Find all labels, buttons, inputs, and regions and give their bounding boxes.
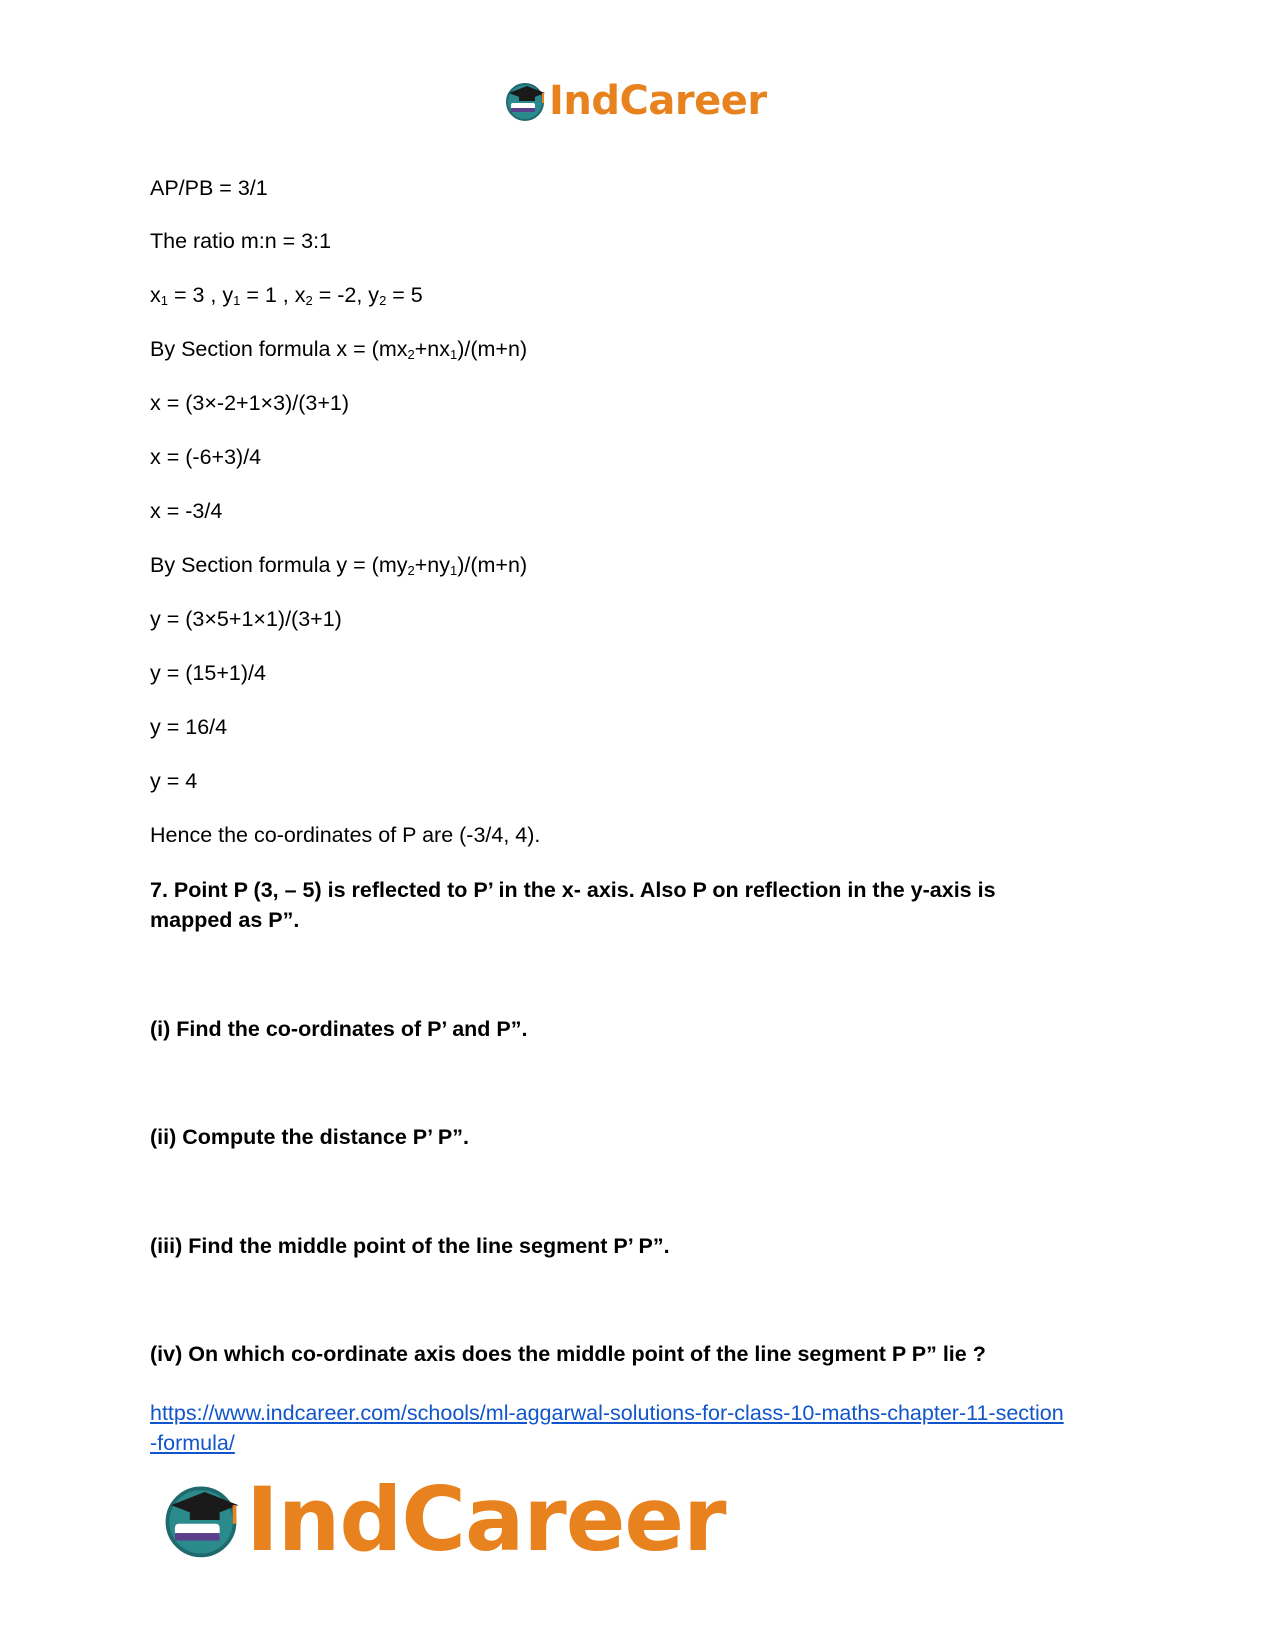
solution-line-values: $x_1 = 3$ , $y_1 = 1$ , $x_2 = -2$, $y_2 = 5$ <box>150 283 423 308</box>
solution-line: x = (-6+3)/4 <box>150 445 262 469</box>
question-part-i: (i) Find the co-ordinates of P’ and P”. <box>150 1017 528 1041</box>
question-part-iii: (iii) Find the middle point of the line segment P’ P”. <box>150 1234 670 1258</box>
source-link-line-2[interactable]: -formula/ <box>150 1431 235 1455</box>
solution-line: x = (3×-2+1×3)/(3+1) <box>150 391 349 415</box>
question-7-line-2: mapped as P”. <box>150 908 300 932</box>
graduation-cap-icon <box>160 1479 242 1561</box>
question-part-iv: (iv) On which co-ordinate axis does the middle point of the line segment P P” lie ? <box>150 1342 986 1366</box>
solution-line-formula-x: By Section formula $x = (mx_2+nx_1)/(m+n)$ <box>150 337 528 362</box>
solution-line: AP/PB = 3/1 <box>150 176 268 200</box>
source-link[interactable] <box>150 1398 1130 1458</box>
graduation-cap-icon <box>503 79 547 123</box>
solution-line: x = -3/4 <box>150 499 223 523</box>
solution-line-formula-y: By Section formula $y = (my_2+ny_1)/(m+n)$ <box>150 553 528 578</box>
solution-line: y = (3×5+1×1)/(3+1) <box>150 607 342 631</box>
solution-line: y = 16/4 <box>150 715 228 739</box>
solution-line: y = 4 <box>150 769 198 793</box>
solution-line: y = (15+1)/4 <box>150 661 266 685</box>
source-link-line-1[interactable]: https://www.indcareer.com/schools/ml-aggarwal-solutions-for-class-10-maths-chapter-11-section <box>150 1401 1064 1425</box>
header-logo <box>503 78 767 124</box>
footer-logo-text: IndCareer <box>246 1468 726 1571</box>
question-7-line-1: 7. Point P (3, – 5) is reflected to P’ in the x- axis. Also P on reflection in the y-axis is <box>150 878 996 902</box>
solution-conclusion: Hence the co-ordinates of P are (-3/4, 4). <box>150 823 541 847</box>
solution-line: The ratio m:n = 3:1 <box>150 229 332 253</box>
question-part-ii: (ii) Compute the distance P’ P”. <box>150 1125 469 1149</box>
header-logo-text: IndCareer <box>549 78 767 124</box>
footer-logo <box>160 1468 726 1571</box>
